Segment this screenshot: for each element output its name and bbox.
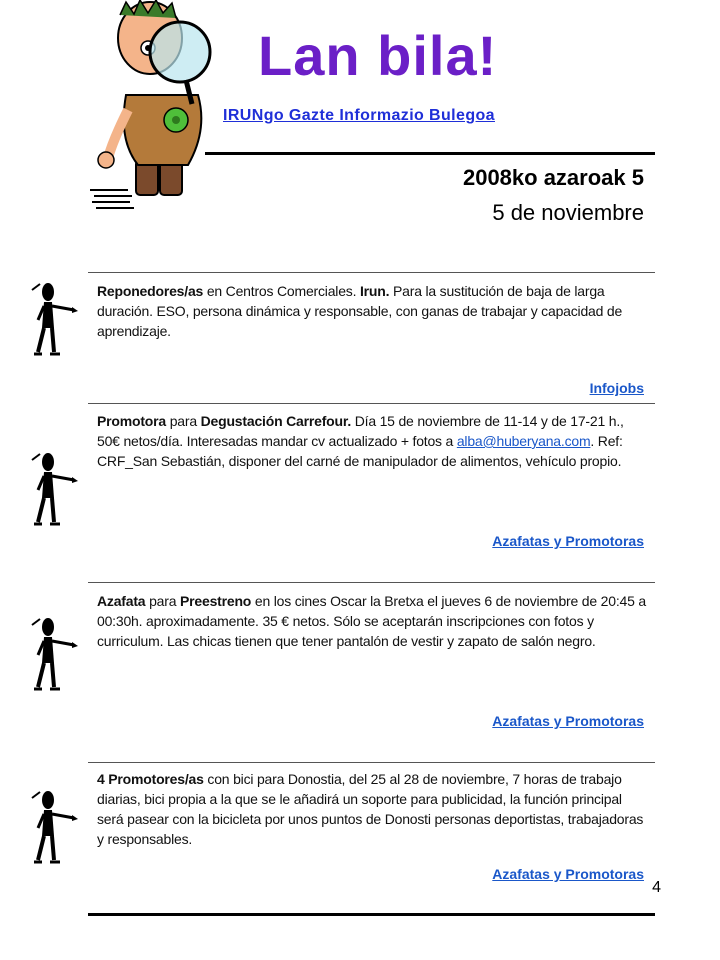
job-text-part: para <box>166 413 201 429</box>
job-text-part: Día 15 de noviembre de 11-14 y de 17-21 h., 50€ netos/día. Interesadas mandar cv actualizado + fotos a <box>97 413 624 449</box>
job-event: Degustación Carrefour. <box>200 413 352 429</box>
source-link[interactable]: Infojobs <box>589 380 644 396</box>
source-link[interactable]: Azafatas y Promotoras <box>492 866 644 882</box>
job-role: 4 Promotores/as <box>97 771 204 787</box>
job-description <box>97 281 649 341</box>
job-description <box>97 591 649 651</box>
pointing-figure-icon <box>30 615 78 693</box>
date-spanish: 5 de noviembre <box>492 200 644 225</box>
job-separator <box>88 403 655 404</box>
job-text-part: en los cines Oscar la Bretxa el jueves 6 de noviembre de 20:45 a 00:30h. aproximadamente. 35 € netos. Sólo se aceptarán inscripciones con fotos y curriculum. Las chicas tienen que tener pantalón de vestir y zapato de salón negro. <box>97 593 646 649</box>
job-text-part: para <box>145 593 181 609</box>
mascot-illustration <box>88 0 238 215</box>
page-number: 4 <box>652 879 661 896</box>
job-role: Promotora <box>97 413 166 429</box>
pointing-figure-icon <box>30 280 78 358</box>
job-role: Azafata <box>97 593 146 609</box>
pointing-figure-icon <box>30 788 78 866</box>
date-basque: 2008ko azaroak 5 <box>462 165 644 190</box>
job-location: Irun. <box>359 283 390 299</box>
job-separator <box>88 762 655 763</box>
subtitle-link[interactable]: IRUNgo Gazte Informazio Bulegoa <box>223 107 495 124</box>
header-rule <box>205 152 655 155</box>
job-text-part: con bici para Donostia, del 25 al 28 de noviembre, 7 horas de trabajo diarias, bici propia a la que se le añadirá un soporte para publicidad, la función principal será pasear con la bicicleta por unos puntos de Donosti personas deportistas, trabajadoras y responsables. <box>97 771 644 847</box>
job-text-part: Para la sustitución de baja de larga duración. ESO, persona dinámica y responsable, con ganas de trabajar y capacidad de aprendizaje. <box>97 283 623 339</box>
job-separator <box>88 272 655 273</box>
job-description <box>97 769 649 849</box>
job-role: Reponedores/as <box>97 283 204 299</box>
page-title: Lan bila! <box>258 24 498 87</box>
job-text-part: en Centros Comerciales. <box>203 283 360 299</box>
pointing-figure-icon <box>30 450 78 528</box>
source-link[interactable]: Azafatas y Promotoras <box>492 533 644 549</box>
source-link[interactable]: Azafatas y Promotoras <box>492 713 644 729</box>
job-separator <box>88 582 655 583</box>
footer-rule <box>88 913 655 916</box>
job-event: Preestreno <box>180 593 252 609</box>
job-text-part: . Ref: CRF_San Sebastián, disponer del carné de manipulador de alimentos, vehículo propio. <box>97 433 623 469</box>
job-description <box>97 411 649 471</box>
email-link[interactable]: alba@huberyana.com <box>456 433 591 449</box>
